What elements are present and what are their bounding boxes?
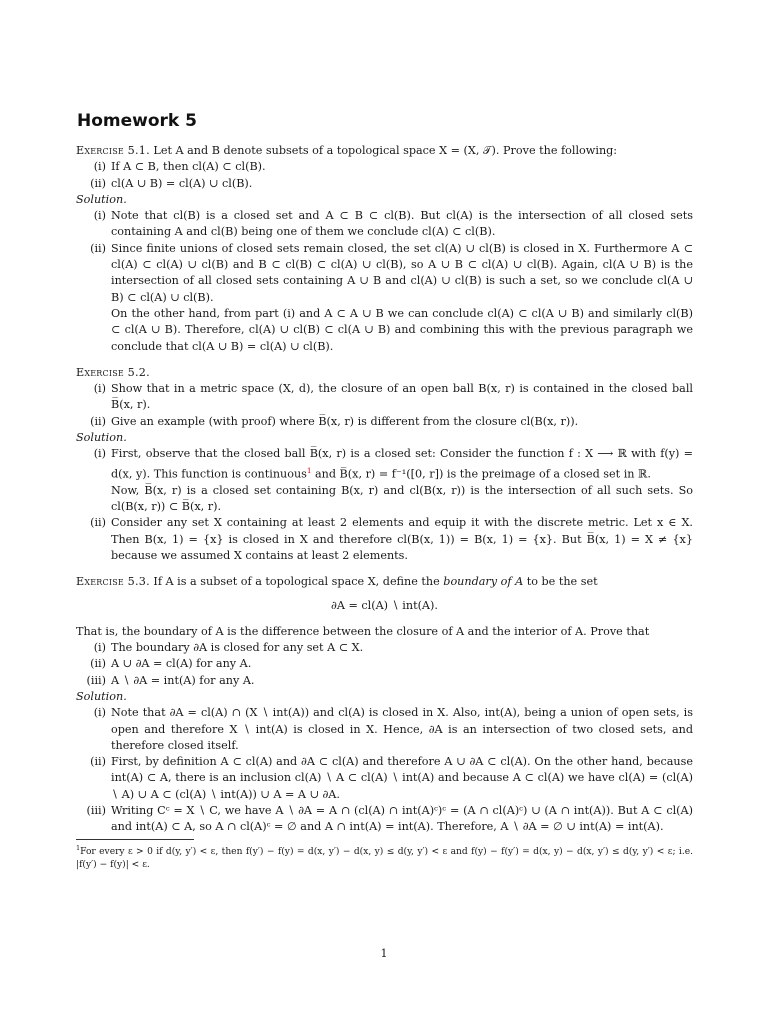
item-label: (ii) [90, 176, 106, 190]
item-text: First, observe that the closed ball B̅(x, r) is a closed set: Consider the function f : X ⟶ ℝ with f(y) = d(x, y). This function is continuous [111, 447, 693, 481]
item-label: (i) [93, 447, 106, 461]
paragraph: That is, the boundary of A is the difference between the closure of A and the interior of A. Prove that [76, 624, 650, 638]
item-text: cl(A ∪ B) = cl(A) ∪ cl(B). [111, 176, 253, 190]
emphasis-text: boundary of A [443, 575, 524, 589]
item-label: (ii) [90, 755, 106, 769]
exercise-label: Exercise 5.1. [76, 144, 150, 157]
item-text: Since finite unions of closed sets remain closed, the set cl(A) ∪ cl(B) is closed in X. Furthermore A ⊂ cl(A) ⊂ cl(A) ∪ cl(B) and B ⊂ cl(B) ⊂ cl(A) ∪ cl(B), so A ∪ B ⊂ cl(A) ∪ cl(B). Again, cl(A ∪ B) is the intersection of all closed sets containing A ∪ B and cl(A) ∪ cl(B) is such a set, so we conclude cl(A ∪ B) ⊂ cl(A) ∪ cl(B). [111, 241, 693, 304]
page-number: 1 [380, 947, 388, 960]
solution-continuation: On the other hand, from part (i) and A ⊂ A ∪ B we can conclude cl(A) ⊂ cl(A ∪ B) and similarly cl(B) ⊂ cl(A ∪ B). Therefore, cl(A) ∪ cl(B) ⊂ cl(A ∪ B) and combining this with the previous paragraph we conclude that cl(A ∪ B) = cl(A) ∪ cl(B). [111, 306, 693, 353]
exercise-5-3 [76, 574, 693, 835]
item-text: Note that cl(B) is a closed set and A ⊂ B ⊂ cl(B). But cl(A) is the intersection of all closed sets containing A and cl(B) being one of them we conclude cl(A) ⊂ cl(B). [111, 209, 693, 239]
item-text: Note that ∂A = cl(A) ∩ (X ∖ int(A)) and cl(A) is closed in X. Also, int(A), being a union of open sets, is open and therefore X ∖ int(A) is closed in X. Hence, ∂A is an intersection of two closed sets, and therefore closed itself. [111, 706, 693, 752]
solution-item [76, 515, 693, 564]
item-label: (i) [93, 382, 106, 396]
exercise-label: Exercise 5.2. [76, 365, 150, 379]
footnote-text: For every ε > 0 if d(y, y′) < ε, then f(y′) − f(y) = d(x, y′) − d(x, y) ≤ d(y, y′) < ε and f(y) − f(y′) = d(x, y) − d(x, y′) ≤ d(y, y′) < ε; i.e. |f(y′) − f(y)| < ε. [76, 846, 693, 870]
item-text: If A ⊂ B, then cl(A) ⊂ cl(B). [111, 160, 266, 174]
display-equation: ∂A = cl(A) ∖ int(A). [331, 599, 438, 613]
exercise-5-2 [76, 365, 693, 564]
solution-item [76, 208, 693, 241]
list-item [76, 414, 693, 430]
item-text: and B̅(x, r) = f⁻¹([0, r]) is the preimage of a closed set in ℝ. [311, 467, 651, 481]
solution-item [76, 705, 693, 754]
solution-label: Solution. [76, 431, 127, 445]
item-label: (ii) [90, 516, 106, 530]
footnote-number: 1 [76, 843, 81, 852]
item-label: (iii) [86, 673, 106, 687]
solution-item [76, 754, 693, 803]
item-label: (ii) [90, 414, 106, 428]
item-text: Show that in a metric space (X, d), the closure of an open ball B(x, r) is contained in the closed ball B̅(x, r). [111, 382, 693, 412]
page-title: Homework 5 [77, 111, 197, 131]
list-item [76, 176, 693, 192]
solution-item [76, 803, 693, 836]
list-item [76, 381, 693, 414]
item-text: A ∪ ∂A = cl(A) for any A. [111, 657, 252, 671]
item-text: Give an example (with proof) where B̅(x, r) is different from the closure cl(B(x, r)). [111, 414, 579, 428]
item-label: (iii) [86, 804, 106, 818]
footnote-reference-link[interactable]: 1 [306, 466, 312, 475]
item-text: A ∖ ∂A = int(A) for any A. [111, 673, 255, 687]
list-item [76, 673, 693, 689]
solution-label: Solution. [76, 689, 127, 703]
exercise-5-1 [76, 143, 693, 355]
solution-continuation: Now, B̅(x, r) is a closed set containing B(x, r) and cl(B(x, r)) is the intersection of all such sets. So cl(B(x, r)) ⊂ B̅(x, r). [111, 483, 693, 513]
footnote-divider [76, 839, 194, 840]
list-item [76, 640, 693, 656]
footnote [76, 842, 693, 872]
solution-item [76, 241, 693, 306]
item-text: First, by definition A ⊂ cl(A) and ∂A ⊂ cl(A) and therefore A ∪ ∂A ⊂ cl(A). On the other hand, because int(A) ⊂ A, there is an inclusion cl(A) ∖ A ⊂ cl(A) ∖ int(A) and because A ⊂ cl(A) we have cl(A) = (cl(A) ∖ A) ∪ A ⊂ (cl(A) ∖ int(A)) ∪ A = A ∪ ∂A. [111, 755, 693, 801]
item-label: (ii) [90, 657, 106, 671]
exercise-prompt: Let A and B denote subsets of a topological space X = (X, 𝒯). Prove the following: [149, 144, 618, 157]
exercise-prompt: If A is a subset of a topological space X, define the [149, 575, 444, 589]
item-label: (ii) [90, 241, 106, 255]
solution-item [76, 446, 693, 482]
document-body [76, 143, 693, 872]
item-label: (i) [93, 209, 106, 223]
item-text: Consider any set X containing at least 2 elements and equip it with the discrete metric. Let x ∈ X. Then B(x, 1) = {x} is closed in X and therefore cl(B(x, 1)) = B(x, 1) = {x}. But B̅(x, 1) = X ≠ {x} because we assumed X contains at least 2 elements. [111, 516, 693, 562]
list-item [76, 159, 693, 175]
exercise-prompt: to be the set [523, 575, 598, 589]
item-text: The boundary ∂A is closed for any set A ⊂ X. [111, 641, 364, 655]
item-text: Writing Cᶜ = X ∖ C, we have A ∖ ∂A = A ∩ (cl(A) ∩ int(A)ᶜ)ᶜ = (A ∩ cl(A)ᶜ) ∪ (A ∩ int(A)). But A ⊂ cl(A) and int(A) ⊂ A, so A ∩ cl(A)ᶜ = ∅ and A ∩ int(A) = int(A). Therefore, A ∖ ∂A = ∅ ∪ int(A) = int(A). [111, 804, 693, 834]
item-label: (i) [93, 160, 106, 174]
item-label: (i) [93, 706, 106, 720]
exercise-label: Exercise 5.3. [76, 575, 150, 589]
solution-label: Solution. [76, 192, 127, 206]
item-label: (i) [93, 641, 106, 655]
list-item [76, 656, 693, 672]
